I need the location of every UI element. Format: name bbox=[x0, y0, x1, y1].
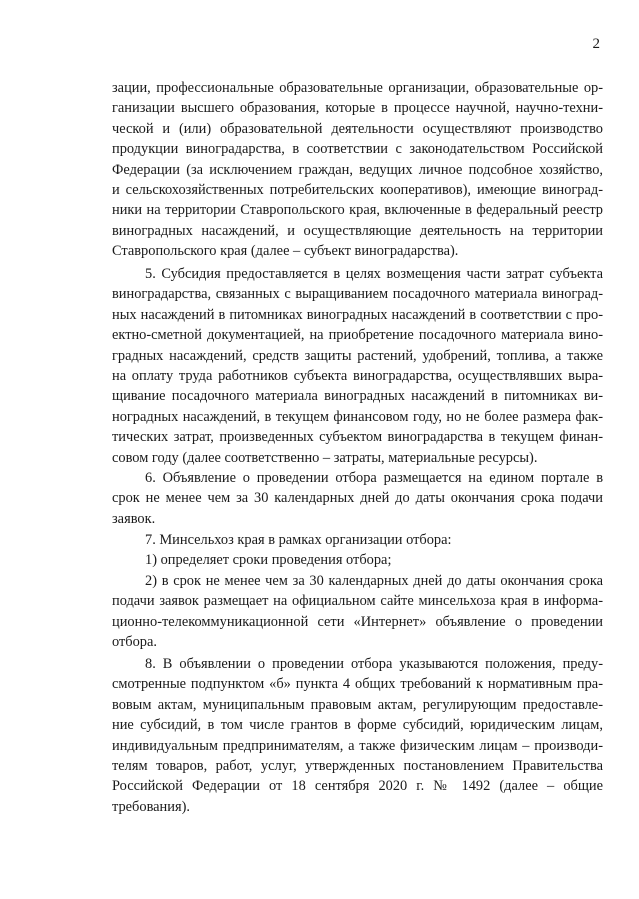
text-line: ганизации высшего образования, которые в процессе научной, научно-техни- bbox=[112, 100, 603, 117]
text-line: виноградных насаждений, и осуществляющие деятельность на территории bbox=[112, 222, 603, 239]
text-line: требования). bbox=[112, 798, 190, 815]
text-line: на оплату труда работников субъекта виноградарства, осуществлявших выра- bbox=[112, 368, 603, 385]
text-line: 6. Объявление о проведении отбора размещается на едином портале в bbox=[145, 470, 603, 486]
text-line: продукции виноградарства, в соответствии с законодательством Российской bbox=[112, 141, 603, 158]
text-line: тических затрат, произведенных субъектом виноградарства в текущем финан- bbox=[112, 429, 603, 446]
page-number: 2 bbox=[592, 36, 600, 52]
text-line: 2) в срок не менее чем за 30 календарных дней до даты окончания срока bbox=[145, 572, 603, 589]
text-line: ноградных насаждений, в текущем финансовом году, но не более размера фак- bbox=[112, 408, 603, 425]
text-line: совом году (далее соответственно – затраты, материальные ресурсы). bbox=[112, 449, 538, 466]
text-line: ние субсидий, в том числе грантов в форме субсидий, юридическим лицам, bbox=[112, 717, 603, 734]
text-line: Ставропольского края (далее – субъект виноградарства). bbox=[112, 243, 459, 260]
text-line: ники на территории Ставропольского края, включенные в федеральный реестр bbox=[112, 202, 603, 219]
paragraph-item-7 bbox=[112, 530, 603, 652]
text-line: смотренные подпунктом «б» пункта 4 общих требований к нормативным пра- bbox=[112, 676, 603, 693]
text-line: ческой и (или) образовательной деятельности осуществляют производство bbox=[112, 120, 603, 137]
text-line: индивидуальным предпринимателям, а также физическим лицам – производи- bbox=[112, 737, 603, 754]
text-line: и сельскохозяйственных потребительских кооперативов), имеющие виноград- bbox=[112, 182, 603, 199]
text-line: 7. Минсельхоз края в рамках организации отбора: bbox=[145, 532, 452, 548]
text-line: зации, профессиональные образовательные организации, образовательные ор- bbox=[112, 80, 603, 96]
text-line: 5. Субсидия предоставляется в целях возмещения части затрат субъекта bbox=[145, 266, 603, 282]
text-line: виноградарства, связанных с выращиванием посадочного материала виноград- bbox=[112, 286, 603, 303]
paragraph-item-6 bbox=[112, 468, 603, 529]
text-line: заявок. bbox=[112, 510, 156, 527]
paragraph-continuation bbox=[112, 78, 603, 262]
text-line: подачи заявок размещает на официальном сайте минсельхоза края в информа- bbox=[112, 593, 603, 610]
text-line: вовым актам, муниципальным правовым актам, регулирующим предоставле- bbox=[112, 696, 603, 713]
text-line: 1) определяет сроки проведения отбора; bbox=[145, 552, 392, 569]
text-line: отбора. bbox=[112, 634, 157, 651]
text-line: Федерации (за исключением граждан, ведущих личное подсобное хозяйство, bbox=[112, 161, 603, 178]
paragraph-item-5 bbox=[112, 264, 603, 468]
paragraph-item-8 bbox=[112, 654, 603, 817]
text-line: срок не менее чем за 30 календарных дней до даты окончания срока подачи bbox=[112, 490, 603, 507]
text-line: 8. В объявлении о проведении отбора указываются положения, преду- bbox=[145, 656, 603, 672]
text-line: щивание посадочного материала виноградных насаждений в питомниках ви- bbox=[112, 388, 603, 405]
text-line: телям товаров, работ, услуг, утвержденных постановлением Правительства bbox=[112, 758, 603, 775]
text-line: ционно-телекоммуникационной сети «Интернет» объявление о проведении bbox=[112, 613, 603, 630]
text-line: градных насаждений, средств защиты растений, удобрений, топлива, а также bbox=[112, 347, 603, 364]
text-line: ектно-сметной документацией, на приобретение посадочного материала вино- bbox=[112, 327, 603, 344]
text-line: ных насаждений в питомниках виноградных насаждений в соответствии с про- bbox=[112, 306, 603, 323]
text-line: Российской Федерации от 18 сентября 2020 г. № 1492 (далее – общие bbox=[112, 778, 603, 795]
